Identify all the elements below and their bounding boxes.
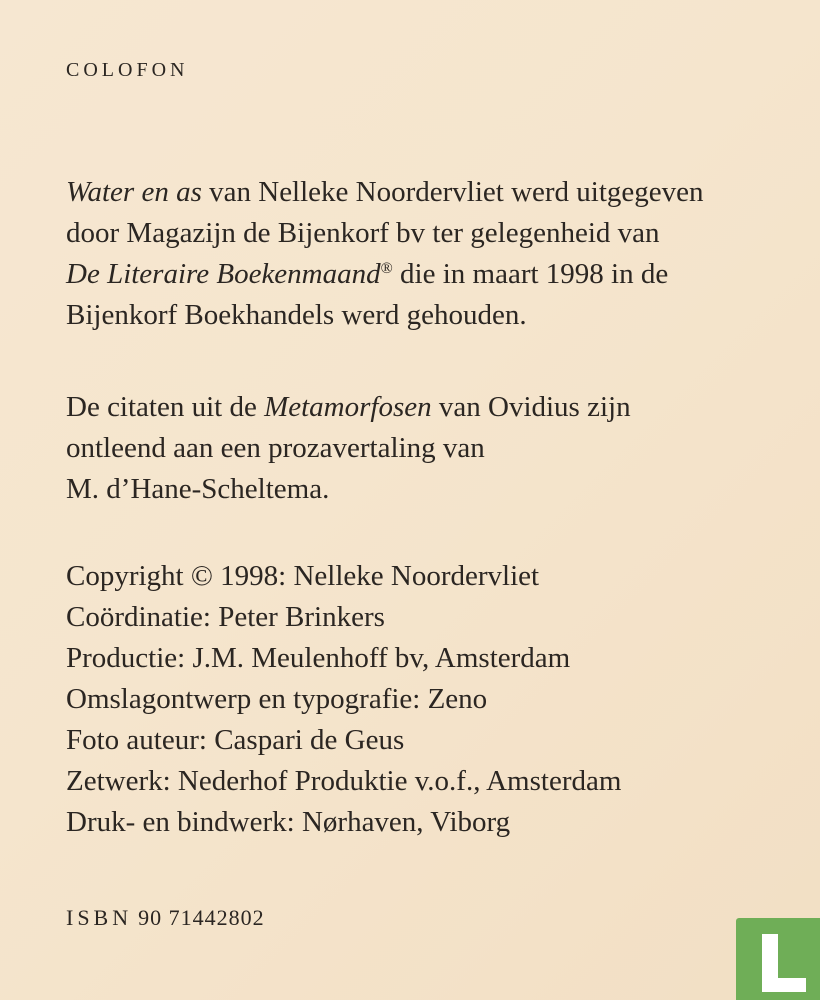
registered-mark: ®: [380, 260, 393, 277]
quotations-paragraph: [66, 387, 786, 510]
credit-production: Productie: J.M. Meulenhoff bv, Amsterdam: [66, 642, 571, 674]
credit-coordination: Coördinatie: Peter Brinkers: [66, 601, 385, 633]
isbn: [66, 904, 265, 932]
isbn-label: ISBN: [66, 905, 133, 930]
event-title: De Literaire Boekenmaand: [66, 258, 381, 290]
publication-line-3-text: die in maart 1998 in de: [392, 258, 669, 290]
quotations-line-1: [66, 387, 786, 428]
quotations-line-1-start: De citaten uit de: [66, 391, 265, 423]
publication-line-1: [66, 172, 786, 213]
credit-copyright: Copyright © 1998: Nelleke Noordervliet: [66, 560, 540, 592]
book-title: Water en as: [66, 176, 202, 208]
quotations-line-3: M. d’Hane-Scheltema.: [66, 473, 330, 505]
isbn-number: 90 71442802: [138, 905, 265, 930]
publication-line-1-text: van Nelleke Noordervliet werd uitgegeven: [201, 176, 704, 208]
publication-line-2: door Magazijn de Bijenkorf bv ter gelegenheid van: [66, 217, 660, 249]
credit-author-photo: Foto auteur: Caspari de Geus: [66, 724, 405, 756]
quotations-line-2: ontleend aan een prozavertaling van: [66, 432, 485, 464]
quotations-line-1-rest: van Ovidius zijn: [431, 391, 631, 423]
colophon-heading: COLOFON: [66, 59, 189, 81]
publication-line-4: Bijenkorf Boekhandels werd gehouden.: [66, 299, 527, 331]
publication-line-3: [66, 254, 786, 295]
logo-l-foot: [762, 978, 806, 992]
publication-paragraph: [66, 172, 786, 336]
l-letter-logo-icon: [736, 918, 820, 1000]
credits-list: [66, 556, 786, 843]
credit-typesetting: Zetwerk: Nederhof Produktie v.o.f., Amsterdam: [66, 765, 622, 797]
source-title: Metamorfosen: [264, 391, 432, 423]
credit-printing: Druk- en bindwerk: Nørhaven, Viborg: [66, 806, 511, 838]
credit-cover-design: Omslagontwerp en typografie: Zeno: [66, 683, 488, 715]
